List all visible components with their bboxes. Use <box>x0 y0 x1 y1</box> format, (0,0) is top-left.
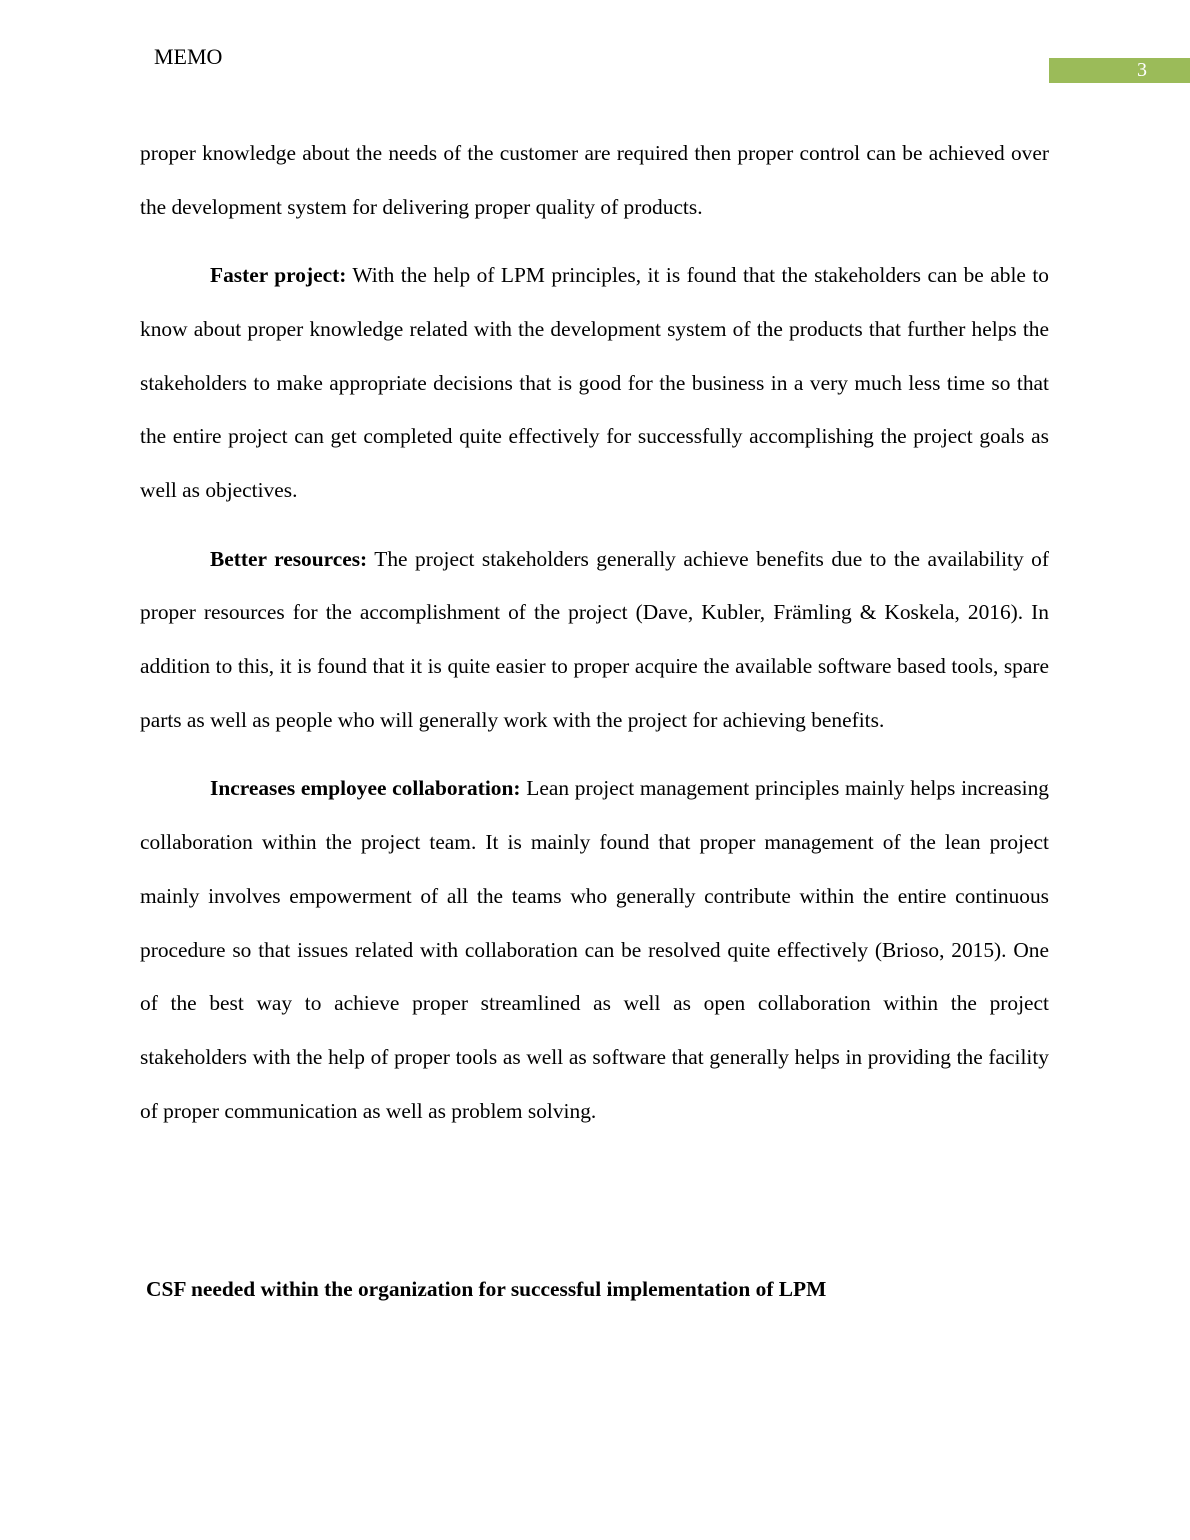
paragraph-continuation <box>140 127 1049 235</box>
paragraph-heading: Faster project: <box>210 263 347 288</box>
paragraph-text: The project stakeholders generally achieve benefits due to the availability of proper resources for the accomplishment of the project (Dave, Kubler, Främling & Koskela, 2016). In addition to this, it is found that it is quite easier to proper acquire the available software based tools, spare parts as well as people who will generally work with the project for achieving benefits. <box>140 546 1049 732</box>
paragraph-employee-collaboration <box>140 762 1049 1139</box>
header-title: MEMO <box>154 44 223 69</box>
document-body <box>140 127 1049 1153</box>
paragraph-text: With the help of LPM principles, it is found that the stakeholders can be able to know about proper knowledge related with the development system of the products that further helps the stakeholders to make appropriate decisions that is good for the business in a very much less time so that the entire project can get completed quite effectively for successfully accomplishing the project goals as well as objectives. <box>140 263 1049 503</box>
paragraph-heading: Increases employee collaboration: <box>210 776 521 801</box>
paragraph-heading: Better resources: <box>210 546 368 571</box>
page-number-badge: 3 <box>1049 58 1190 83</box>
section-heading: CSF needed within the organization for successful implementation of LPM <box>146 1277 827 1301</box>
paragraph-text: proper knowledge about the needs of the customer are required then proper control can be achieved over the development system for delivering proper quality of products. <box>140 141 1049 219</box>
paragraph-faster-project <box>140 249 1049 518</box>
paragraph-text: Lean project management principles mainly helps increasing collaboration within the project team. It is mainly found that proper management of the lean project mainly involves empowerment of all the teams who generally contribute within the entire continuous procedure so that issues related with collaboration can be resolved quite effectively (Brioso, 2015). One of the best way to achieve proper streamlined as well as open collaboration within the project stakeholders with the help of proper tools as well as software that generally helps in providing the facility of proper communication as well as problem solving. <box>140 776 1050 1124</box>
paragraph-better-resources <box>140 533 1049 748</box>
